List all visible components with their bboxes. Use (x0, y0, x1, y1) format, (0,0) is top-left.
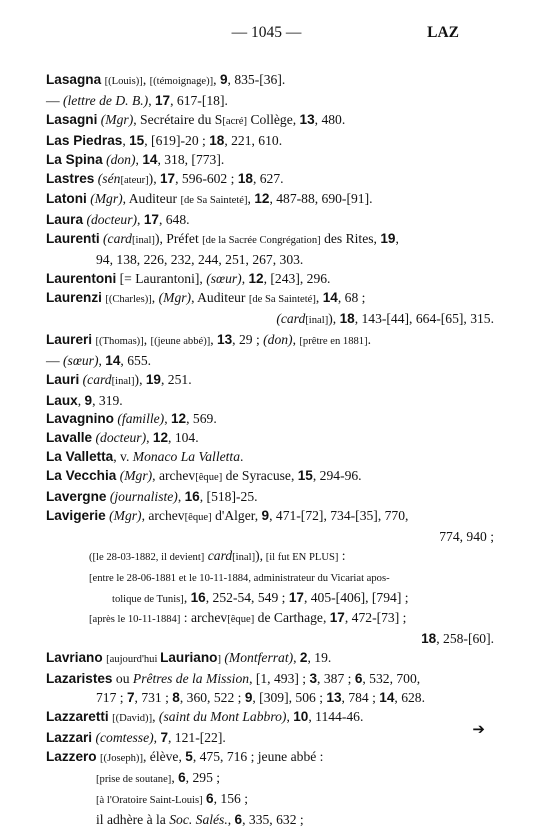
entry-text: . (367, 331, 372, 347)
entry-bold-text: Laureri (46, 331, 93, 347)
entry-bold-text: Lavergne (46, 489, 107, 505)
entry-bold-text: Laura (46, 212, 84, 228)
entry-bold-text: 14 (322, 289, 338, 305)
entry-text: , (315, 289, 323, 305)
entry-bold-text: 12 (171, 411, 187, 427)
entry-italic-text: (lettre de D. B.) (63, 92, 149, 108)
entry-text: , (152, 709, 159, 724)
entry-bold-text: Latoni (46, 191, 87, 207)
entry-bold-text: 10 (293, 709, 309, 724)
entry-text: , 294-96. (312, 468, 362, 484)
entry-text: , 1144-46. (308, 709, 364, 724)
entry-text: , 258-[60]. (436, 631, 494, 647)
entry-text: , 596-602 ; (175, 170, 238, 186)
index-line (46, 689, 494, 708)
entry-italic-text: Prêtres de la Mission (132, 671, 250, 687)
index-line (46, 649, 494, 670)
index-line (46, 352, 494, 371)
entry-bold-text: 19 (380, 231, 396, 247)
entry-bold-text: 16 (190, 589, 206, 605)
index-line (46, 708, 494, 729)
entry-text: 94, 138, 226, 232, 244, 251, 267, 303. (96, 252, 304, 268)
entry-bold-text: 7 (126, 690, 135, 706)
entry-text: , (148, 92, 155, 108)
entry-text: d'Alger, (211, 507, 262, 523)
entry-text: , 617-[18]. (170, 92, 228, 108)
entry-text: , (137, 212, 144, 228)
entry-editorial-note: ([le 28-03-1882, il devient] (89, 551, 205, 563)
entry-bold-text: 15 (297, 468, 313, 484)
entry-text: , (135, 151, 143, 167)
entry-bold-text: Lavagnino (46, 411, 114, 427)
entry-text: , 569. (186, 411, 217, 427)
entry-text: de Carthage, (254, 610, 330, 626)
entry-italic-text: (comtesse) (95, 729, 154, 745)
entry-bold-text: 12 (254, 191, 270, 207)
entry-bold-text: 14 (379, 690, 395, 706)
entry-bold-text: 14 (105, 352, 121, 368)
entry-bold-text: 19 (145, 371, 161, 387)
index-line (46, 811, 494, 829)
entry-bold-text: Lavigerie (46, 507, 106, 523)
entry-text: , (151, 289, 159, 305)
index-line (46, 670, 494, 689)
index-line (46, 392, 494, 411)
entry-editorial-note: tolique de Tunis] (112, 593, 184, 605)
entry-text: , (146, 430, 153, 446)
entry-text: , (292, 331, 300, 347)
entry-bold-text: Lavriano (46, 650, 103, 666)
entry-text: , 472-[73] ; (344, 610, 407, 626)
entry-text: , 480. (314, 111, 346, 127)
entry-text: , 156 ; (213, 790, 248, 806)
entry-editorial-note: [êque] (195, 472, 223, 484)
entry-bold-text: Laurenti (46, 231, 100, 247)
entry-editorial-note: [êque] (227, 614, 255, 626)
entry-italic-text: (Mgr) (158, 289, 192, 305)
entry-bold-text: 15 (129, 132, 145, 148)
entry-text: , 387 ; (317, 671, 355, 687)
entry-bold-text: 17 (288, 589, 304, 605)
index-line (46, 190, 494, 211)
entry-bold-text: Lasagni (46, 111, 98, 127)
entry-text: , 627. (252, 170, 284, 186)
entry-text: ), Préfet (154, 231, 203, 247)
entry-bold-text: 17 (160, 170, 176, 186)
entry-text: — (46, 352, 63, 368)
entry-text: , archev (152, 468, 196, 484)
entry-text: ), (134, 371, 146, 387)
entry-text: , archev (141, 507, 185, 523)
entry-text: , 104. (168, 430, 199, 446)
entry-text: , (213, 72, 220, 87)
entry-text: , 143-[44], 664-[65], 315. (354, 310, 494, 326)
entry-text: , [243], 296. (263, 271, 331, 287)
entry-text: , v. (113, 449, 133, 465)
entry-text: , (293, 650, 300, 666)
entry-text: , 295 ; (185, 769, 221, 785)
entry-text: ou (112, 671, 133, 687)
entry-editorial-note: [après le 10-11-1884] (89, 614, 181, 626)
entry-editorial-note: [de Sa Sainteté] (248, 293, 316, 305)
entry-editorial-note: EN PLUS] (292, 551, 339, 563)
entry-text: , [309], 506 ; (252, 690, 327, 706)
index-line (46, 729, 494, 748)
entry-text: , 835-[36]. (227, 72, 286, 87)
entry-bold-text: Lauriano (160, 650, 218, 666)
entry-text: , (98, 352, 106, 368)
page-number: — 1045 — (231, 24, 302, 41)
entry-bold-text: 7 (160, 729, 168, 745)
index-line (46, 448, 494, 467)
entry-italic-text: Monaco La Valletta (132, 449, 240, 465)
entry-text: , 475, 716 ; jeune abbé : (192, 748, 324, 764)
entry-text: , 252-54, 549 ; (205, 589, 289, 605)
entry-editorial-note: [(Joseph)] (100, 752, 143, 764)
index-line (46, 507, 494, 528)
index-line (46, 151, 494, 170)
entry-text: , (143, 331, 151, 347)
entry-bold-text: 18 (339, 310, 355, 326)
entry-italic-text: (card (276, 310, 306, 326)
index-line (46, 111, 494, 132)
entry-text: , 731 ; (134, 690, 173, 706)
entry-editorial-note: [acré] (222, 115, 248, 127)
entry-bold-text: 18 (237, 170, 253, 186)
entry-bold-text: Laux (46, 392, 78, 408)
entry-italic-text: (sén (97, 170, 121, 186)
entry-italic-text: (card (82, 371, 112, 387)
entry-text: , (227, 811, 235, 827)
entry-bold-text: 6 (178, 769, 186, 785)
entry-text: , (164, 411, 171, 427)
index-line (46, 71, 494, 92)
entry-text: , 318, [773]. (157, 151, 225, 167)
index-entries (46, 71, 494, 829)
entry-text: — (46, 92, 63, 108)
entry-text: , 29 ; (232, 331, 264, 347)
entry-italic-text: (docteur) (86, 212, 138, 228)
entry-text: , (142, 72, 150, 87)
entry-editorial-note: [inal] (232, 551, 256, 563)
index-line (46, 630, 494, 649)
entry-bold-text: 8 (172, 690, 180, 706)
entry-text: , (247, 191, 255, 207)
entry-italic-text: (journaliste) (109, 489, 178, 505)
index-line (46, 467, 494, 488)
entry-text: , 221, 610. (224, 132, 283, 148)
index-line (46, 488, 494, 507)
index-line (46, 289, 494, 310)
entry-text: , (183, 589, 191, 605)
entry-editorial-note: [êque] (184, 511, 212, 523)
entry-italic-text: (docteur) (95, 430, 147, 446)
entry-text: , (395, 231, 399, 247)
entry-bold-text: 18 (421, 631, 437, 647)
entry-text: Collège, (247, 111, 300, 127)
entry-text: [= Laurantoni], (116, 271, 207, 287)
entry-editorial-note: [il fut (263, 551, 293, 563)
index-line (46, 790, 494, 811)
entry-bold-text: La Vecchia (46, 468, 117, 484)
entry-bold-text: Laurenzi (46, 289, 102, 305)
index-line (46, 310, 494, 331)
index-line (46, 270, 494, 289)
entry-text: , 471-[72], 734-[35], 770, (269, 507, 409, 523)
index-line (46, 170, 494, 191)
entry-editorial-note: [(Thomas)] (95, 335, 144, 347)
entry-bold-text: 9 (261, 507, 270, 523)
entry-text: , élève, (142, 748, 186, 764)
entry-text: , 648. (158, 212, 190, 228)
entry-text: , 335, 632 ; (242, 811, 304, 827)
entry-text: , 68 ; (337, 289, 366, 305)
entry-text: , 487-88, 690-[91]. (269, 191, 373, 207)
entry-text: , 405-[406], [794] ; (303, 589, 409, 605)
index-line (46, 251, 494, 270)
arrow-right-icon: ➔ (472, 720, 485, 738)
entry-bold-text: 17 (154, 92, 171, 108)
entry-text: des Rites, (320, 231, 381, 247)
entry-text: de Syracuse, (222, 468, 298, 484)
entry-bold-text: La Valletta (46, 449, 114, 465)
entry-editorial-note: [inal] (131, 235, 155, 247)
entry-bold-text: 17 (143, 212, 159, 228)
entry-italic-text: (Mgr) (109, 507, 142, 523)
entry-text: , 628. (394, 690, 425, 706)
entry-text: 774, 940 ; (439, 528, 494, 544)
entry-text: ), (328, 310, 340, 326)
entry-text: , 319. (92, 392, 123, 408)
running-head: LAZ (427, 24, 459, 41)
entry-text: , (177, 489, 185, 505)
entry-italic-text: (Mgr) (119, 468, 153, 484)
index-line (46, 211, 494, 230)
index-line (46, 410, 494, 429)
entry-bold-text: 3 (309, 671, 318, 687)
index-line (46, 132, 494, 151)
entry-text: 717 ; (96, 690, 127, 706)
entry-bold-text: 16 (184, 489, 200, 505)
entry-italic-text: (Mgr) (100, 111, 134, 127)
entry-bold-text: Lasagna (46, 72, 102, 87)
entry-text: . (240, 449, 244, 465)
entry-bold-text: Lauri (46, 371, 80, 387)
index-line (46, 371, 494, 392)
entry-editorial-note: [(témoignage)] (149, 76, 214, 87)
entry-text: , Auditeur (191, 289, 249, 305)
entry-bold-text: 17 (329, 610, 345, 626)
entry-editorial-note: [aujourd'hui (106, 654, 161, 666)
entry-text: : archev (180, 610, 228, 626)
entry-text: ), (255, 547, 264, 563)
index-line (46, 429, 494, 448)
entry-text: , 532, 700, (362, 671, 421, 687)
entry-bold-text: Lazzaretti (46, 709, 109, 724)
entry-editorial-note: [ateur] (120, 174, 149, 186)
entry-editorial-note: [(Louis)] (104, 76, 143, 87)
index-line (46, 92, 494, 111)
entry-text: , [1, 493] ; (249, 671, 310, 687)
entry-italic-text: (Montferrat) (224, 650, 294, 666)
entry-text: , Secrétaire du S (133, 111, 223, 127)
entry-editorial-note: ] (217, 654, 221, 666)
entry-bold-text: 13 (217, 331, 233, 347)
entry-italic-text: (card (103, 231, 132, 247)
entry-bold-text: 6 (234, 811, 243, 827)
entry-bold-text: 6 (206, 790, 214, 806)
page-header (0, 24, 533, 46)
entry-editorial-note: [à l'Oratoire Saint-Louis] (96, 794, 203, 806)
entry-editorial-note: [de Sa Sainteté] (180, 195, 248, 207)
entry-bold-text: 9 (84, 392, 93, 408)
entry-text: , 655. (120, 352, 152, 368)
entry-text: , (171, 769, 179, 785)
entry-bold-text: 12 (248, 271, 264, 287)
index-line (46, 331, 494, 352)
entry-bold-text: 6 (354, 671, 363, 687)
entry-text: , 121-[22]. (168, 729, 226, 745)
entry-text: , 784 ; (341, 690, 380, 706)
entry-text: , (122, 132, 130, 148)
entry-editorial-note: [prise de soutane] (96, 773, 172, 785)
entry-editorial-note: [de la Sacrée Congrégation] (202, 235, 321, 247)
entry-bold-text: Lazzari (46, 729, 93, 745)
index-line (46, 589, 494, 610)
entry-text: , [619]-20 ; (144, 132, 210, 148)
entry-editorial-note: [prêtre en 1881] (299, 335, 368, 347)
entry-text: : (338, 547, 346, 563)
entry-bold-text: La Spina (46, 151, 103, 167)
entry-text: , Auditeur (122, 191, 181, 207)
entry-italic-text: (saint du Mont Labbro) (158, 709, 287, 724)
entry-italic-text: card (207, 547, 233, 563)
entry-italic-text: (Mgr) (90, 191, 123, 207)
entry-text: il adhère à la (96, 811, 170, 827)
index-line (46, 528, 494, 547)
entry-bold-text: 9 (219, 72, 228, 87)
entry-italic-text: (don) (106, 151, 136, 167)
entry-editorial-note: [inal] (111, 375, 135, 387)
entry-bold-text: Laurentoni (46, 271, 117, 287)
entry-text: , (153, 729, 161, 745)
index-line (46, 769, 494, 790)
entry-bold-text: 5 (185, 748, 193, 764)
entry-text: , (210, 331, 218, 347)
entry-italic-text: (don) (263, 331, 293, 347)
entry-bold-text: 13 (299, 111, 315, 127)
entry-bold-text: 13 (326, 690, 342, 706)
entry-bold-text: Lazzero (46, 748, 97, 764)
entry-italic-text: (sœur) (206, 271, 242, 287)
index-line (46, 609, 494, 630)
entry-bold-text: 9 (244, 690, 253, 706)
entry-bold-text: Lastres (46, 170, 95, 186)
entry-text: , (286, 709, 294, 724)
entry-editorial-note: [entre le 28-06-1881 et le 10-11-1884, administrateur du Vicariat apos- (89, 572, 390, 584)
index-line (46, 547, 494, 568)
entry-text: , [518]-25. (199, 489, 258, 505)
entry-editorial-note: [(Charles)] (105, 293, 152, 305)
index-line (46, 230, 494, 251)
entry-text: , (241, 271, 249, 287)
entry-editorial-note: [inal] (305, 314, 329, 326)
entry-bold-text: Lavalle (46, 430, 93, 446)
entry-bold-text: 2 (299, 650, 308, 666)
entry-text: , 360, 522 ; (179, 690, 245, 706)
entry-italic-text: Soc. Salés. (169, 811, 228, 827)
index-line (46, 748, 494, 769)
entry-bold-text: Lazaristes (46, 671, 113, 687)
entry-bold-text: 14 (142, 151, 158, 167)
entry-text: ), (148, 170, 160, 186)
index-line (46, 568, 494, 589)
entry-bold-text: Las Piedras (46, 132, 123, 148)
entry-bold-text: 12 (152, 430, 169, 446)
entry-editorial-note: [(jeune abbé)] (150, 335, 211, 347)
entry-text: , (77, 392, 85, 408)
entry-text: , 251. (161, 371, 192, 387)
entry-italic-text: (famille) (117, 411, 165, 427)
entry-text: , 19. (307, 650, 332, 666)
entry-italic-text: (sœur) (63, 352, 99, 368)
entry-editorial-note: [(David)] (112, 713, 153, 724)
entry-bold-text: 18 (209, 132, 225, 148)
